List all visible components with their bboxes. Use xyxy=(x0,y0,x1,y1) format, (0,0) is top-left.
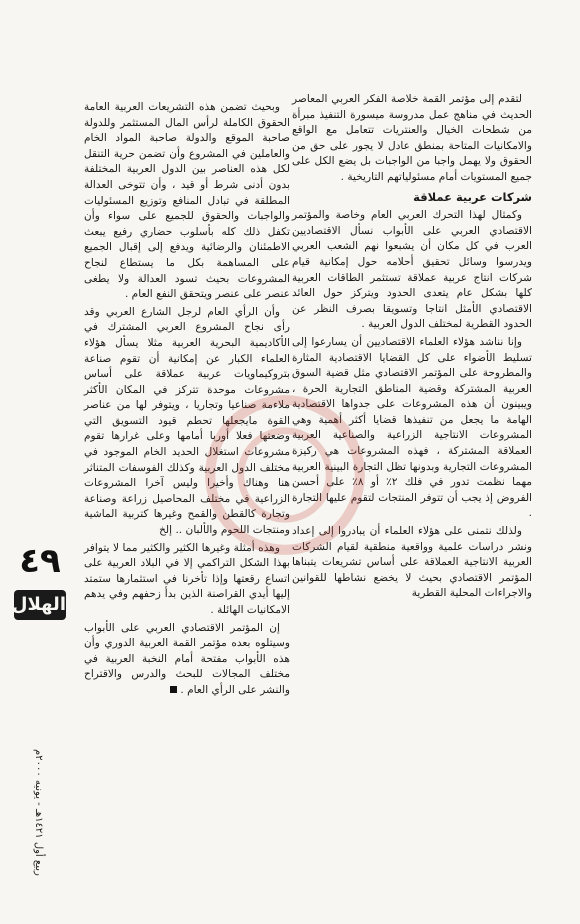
magazine-logo: الهلال xyxy=(14,590,66,620)
article-paragraph-text: إن المؤتمر الاقتصادي العربي على الأبواب وسيتلوه بعده مؤتمر القمة العربية الدوري وأن هذه الأبواب مفتحة أمام النخبة العربية في مختلف المجالات للبحث والدرس والاقتراح والنشر على الرأي العام . xyxy=(84,621,290,696)
article-paragraph: وإنا نناشد هؤلاء العلماء الاقتصاديين أن يسارعوا إلى تسليط الأضواء على كل القضايا الاقتصادية المثارة والمطروحة على المؤتمر الاقتصادي مثل قضية السوق العربية المشتركة وقضية المناطق التجارية الحرة ، ويبينون أن هذه المشروعات على جدواها الاقتصادية الهامة ما يجعل من تنفيذها قضايا أكثر أهمية وهي المشروعات الانتاجية الزراعية والصناعية العربية العملاقة المشتركة ، فهذه المشروعات هي ركيزة المشروعات التجارية وبدونها تظل التجارة البينية العربية مهما نظمت تدور في فلك ٢٪ أو ٨٪ على أحسن الفروض إذ يجب أن تتوفر المنتجات لتقوم عليها التجارة . xyxy=(292,335,533,520)
article-paragraph: وهذه أمثلة وغيرها الكثير والكثير مما لا يتوافر بهذا الشكل التراكمي إلا في البلاد العربية على اتساع رقعتها وإذا تأخرنا في استثمارها ستمتد إليها أيدي القراصنة الذين بدأ زحفهم وفي يدهم الامكانيات الهائلة . xyxy=(84,541,290,616)
article-paragraph: وكمثال لهذا التحرك العربي العام وخاصة والمؤتمر الاقتصادي العربي على الأبواب نسأل الاقتصاديين العرب في كل مكان أن يشبعوا نهم الشعب العربي ويدرسوا وسائل تحقيق أحلامه حول إمكانية قيام شركات انتاج عربية عملاقة تستثمر الطاقات العربية كلها بشكل عام يتعدى الحدود ويتركز حول العائد الاقتصادي الأمثل انتاجا وتسويقا بصرف النظر عن الحدود القطرية لمختلف الدول العربية . xyxy=(292,209,532,331)
article-paragraph: ولذلك نتمنى على هؤلاء العلماء أن يبادروا إلى إعداد ونشر دراسات علمية وواقعية منطقية لقيام الشركات العربية الانتاجية العملاقة على أساس تشريعات يتبناها المؤتمر الاقتصادي بحيث لا يخضع نشاطها للقوانين والاجراءات المحلية القطرية xyxy=(292,525,532,600)
issue-date: ربيع أول ١٤٢١هـ - يونيه ٢٠٠٠م xyxy=(33,749,44,876)
article-paragraph: وبحيث تضمن هذه التشريعات العربية العامة الحقوق الكاملة لرأس المال المستثمر وللدولة صاحبة الموقع والدولة صاحبة المواد الخام والعاملين في المشروع وأن تضمن حرية التنقل لكل هذه العناصر بين الدول العربية المختلفة بدون أدنى شرط أو قيد ، وأن تتوخى العدالة المطلقة في تبادل المنافع وتوزيع المسئوليات والواجبات والحقوق للجميع على سواء وأن تكفل ذلك كله بأسلوب حضاري رفيع يبعث الاطمئنان والرضائية ويدفع إلى إقبال الجميع على المساهمة بكل ما يستطاع لنجاح المشروعات بحيث تسود العدالة ولا يطغى عنصر على عنصر ويتحقق النفع العام . xyxy=(84,101,290,301)
article-paragraph xyxy=(84,621,290,699)
article-paragraph: وأن الرأي العام لرجل الشارع العربي وقد رأى نجاح المشروع العربي المشترك في الأكاديمية البحرية العربية مثلا يسأل هؤلاء العلماء الكبار عن إمكانية أن تقوم صناعة بتروكيماويات عربية عملاقة على أساس مشروعات موحدة تتركز في المكان الأكثر ملاءمة صناعيا وتجاريا ، ويتوفر لها من عناصر القوة مايجعلها تحطم قيود التسويق التي وضعتها فعلا أوربا أمامها وعلى غرارها تقوم مشروعات استغلال الحديد الخام الموجود في مختلف الدول العربية وكذلك الفوسفات المتناثر هنا وهناك وأخيرا وليس آخرا المشروعات الزراعية في مختلف المحاصيل زراعة وصناعة وتجارة كالقطن والقمح وغيرها كتربية الماشية ومنتجات اللحوم والألبان .. إلخ xyxy=(84,305,290,537)
end-of-article-mark xyxy=(170,686,177,693)
section-heading: شركات عربية عملاقة xyxy=(413,189,532,204)
article-column-right xyxy=(292,92,532,604)
article-paragraph: لتقدم إلى مؤتمر القمة خلاصة الفكر العربي المعاصر الحديث في مناهج عمل مدروسة ميسورة التنفيذ مبرأة من شطحات الخيال والعنتريات تتعامل مع الواقع والامكانيات المتاحة بمنطق عادل لا يجور على حق من الحقوق ولا يهمل واجبا من الواجبات بل يضع الكل على جميع المستويات أمام مسئولياتهم التاريخية . xyxy=(292,93,532,183)
page-number: ٤٩ xyxy=(19,541,61,581)
article-column-left xyxy=(84,100,290,701)
